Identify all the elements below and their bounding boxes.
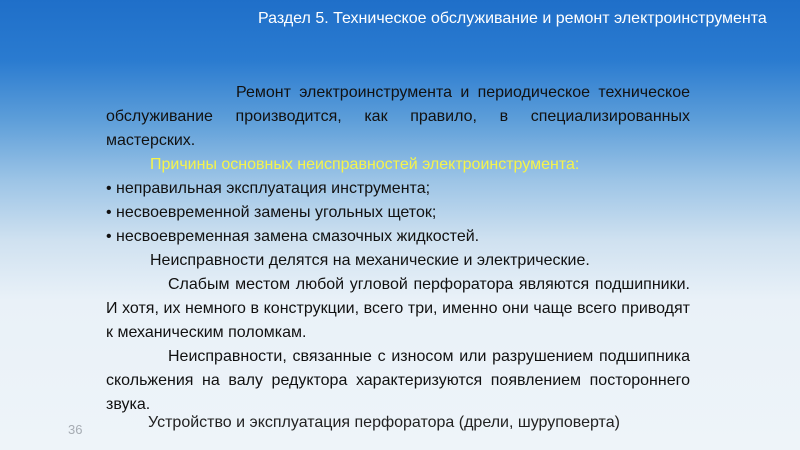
wear-paragraph: Неисправности, связанные с износом или разрушением подшипника скольжения на валу редуктора характеризуются появлением постороннего звука. (106, 348, 690, 413)
slide-body (106, 81, 690, 417)
bullet-item: • неправильная эксплуатация инструмента; (106, 180, 431, 197)
bearings-paragraph: Слабым местом любой угловой перфоратора являются подшипники. И хотя, их немного в конструкции, всего три, именно они чаще всего приводят к механическим поломкам. (106, 276, 690, 341)
faults-paragraph: Неисправности делятся на механические и электрические. (150, 252, 590, 269)
causes-heading: Причины основных неисправностей электроинструмента: (150, 156, 580, 173)
slide-title: Раздел 5. Техническое обслуживание и ремонт электроинструмента (258, 10, 767, 27)
bullet-item: • несвоевременная замена смазочных жидкостей. (106, 228, 480, 245)
overlay-caption: Устройство и эксплуатация перфоратора (дрели, шуруповерта) (148, 414, 620, 431)
intro-paragraph: Ремонт электроинструмента и периодическое техническое обслуживание производится, как правило, в специализированных мастерских. (106, 84, 690, 149)
slide-number: 36 (68, 422, 83, 437)
bullet-item: • несвоевременной замены угольных щеток; (106, 204, 437, 221)
